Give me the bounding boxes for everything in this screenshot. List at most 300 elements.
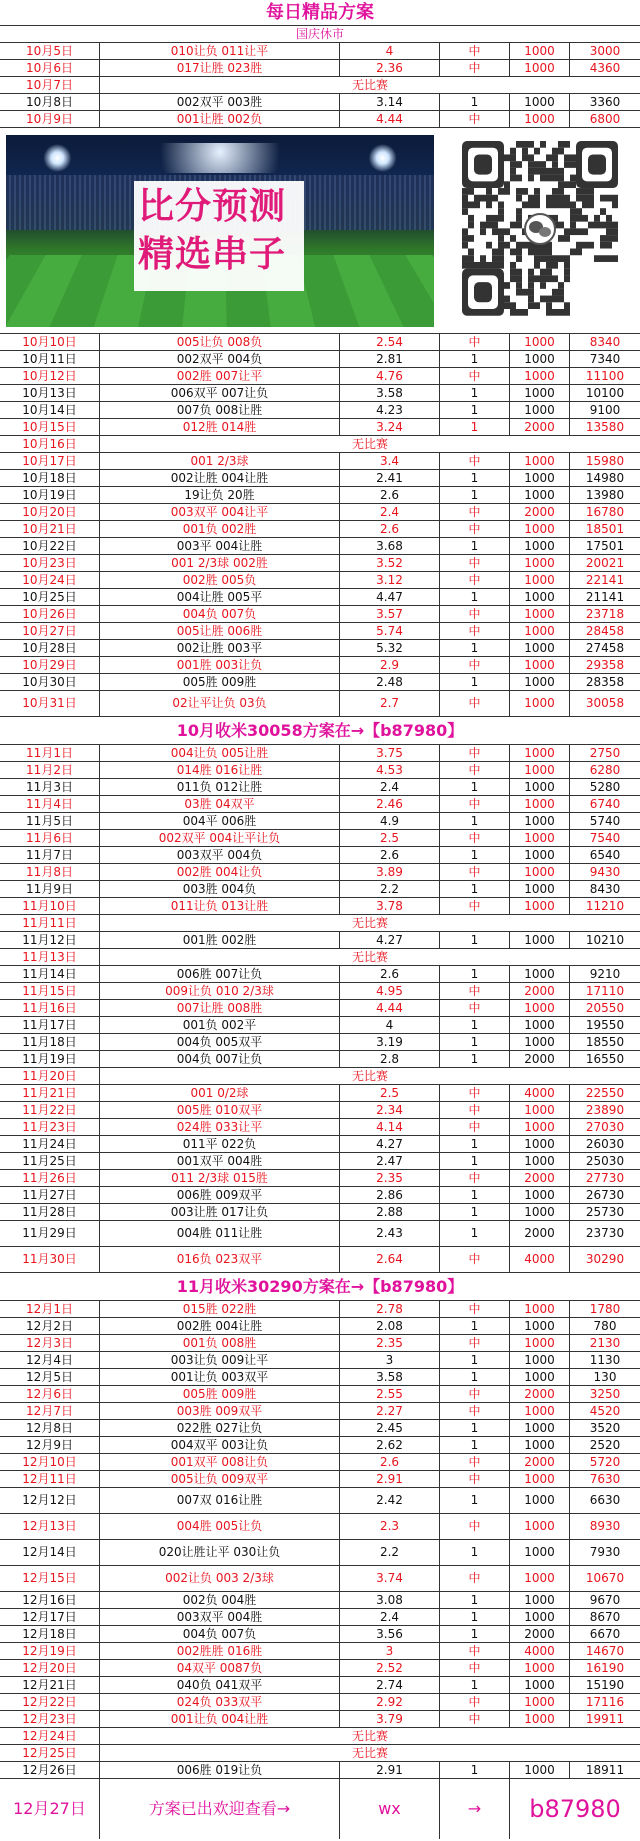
row-stake: 1000	[510, 351, 570, 367]
row-result: 1	[440, 1187, 510, 1203]
row-odds: 4.76	[340, 368, 440, 384]
table-row	[0, 1221, 640, 1247]
row-result: 中	[440, 1119, 510, 1135]
row-odds: 4.95	[340, 983, 440, 999]
row-date: 12月26日	[0, 1762, 100, 1778]
row-odds: 4.44	[340, 1000, 440, 1016]
table-row	[0, 470, 640, 487]
row-date: 11月17日	[0, 1017, 100, 1033]
row-total: 6670	[589, 1627, 621, 1641]
row-odds: 4	[340, 43, 440, 59]
row-pick: 006胜 019让负	[100, 1762, 340, 1778]
row-total: 13580	[585, 420, 625, 434]
row-odds: 4.27	[340, 1136, 440, 1152]
row-odds: 2.4	[340, 1609, 440, 1625]
row-result: 中	[440, 691, 510, 716]
row-result: 中	[440, 1386, 510, 1402]
table-row	[0, 1204, 640, 1221]
row-result: 中	[440, 368, 510, 384]
row-result: 中	[440, 521, 510, 537]
row-odds: 2.86	[340, 1187, 440, 1203]
table-row	[0, 334, 640, 351]
table-row	[0, 847, 640, 864]
footer-wx: wx	[340, 1779, 440, 1839]
row-date: 11月9日	[0, 881, 100, 897]
row-stake: 1000	[510, 1352, 570, 1368]
row-stake: 4000	[510, 1085, 570, 1101]
row-no-game: 无比赛	[351, 916, 388, 930]
row-total: 29358	[585, 658, 625, 672]
row-odds: 2.45	[340, 1420, 440, 1436]
row-stake: 1000	[510, 762, 570, 778]
table-row	[0, 1187, 640, 1204]
row-date: 12月17日	[0, 1609, 100, 1625]
row-odds: 4.44	[340, 111, 440, 127]
row-date: 11月21日	[0, 1085, 100, 1101]
row-stake: 2000	[510, 1170, 570, 1186]
table-row	[0, 1762, 640, 1779]
table-row	[0, 1488, 640, 1514]
row-result: 中	[440, 1000, 510, 1016]
row-result: 1	[440, 932, 510, 948]
row-date: 10月17日	[0, 453, 100, 469]
row-total: 25730	[585, 1205, 625, 1219]
row-odds: 4.9	[340, 813, 440, 829]
qr-code-icon	[462, 141, 618, 321]
row-date: 10月29日	[0, 657, 100, 673]
row-total: 8930	[589, 1519, 621, 1533]
row-result: 中	[440, 606, 510, 622]
row-total: 22550	[585, 1086, 625, 1100]
table-row	[0, 1403, 640, 1420]
table-row	[0, 43, 640, 60]
table-row	[0, 1000, 640, 1017]
row-date: 11月27日	[0, 1187, 100, 1203]
row-odds: 2.91	[340, 1762, 440, 1778]
row-pick: 007让胜 008胜	[100, 1000, 340, 1016]
row-total: 6740	[589, 797, 621, 811]
row-pick: 001让负 003双平	[100, 1369, 340, 1385]
row-total: 2750	[589, 746, 621, 760]
row-date: 11月22日	[0, 1102, 100, 1118]
row-result: 中	[440, 111, 510, 127]
row-stake: 1000	[510, 966, 570, 982]
row-odds: 3.78	[340, 898, 440, 914]
row-date: 10月19日	[0, 487, 100, 503]
row-stake: 2000	[510, 1626, 570, 1642]
row-pick: 011让负 013让胜	[100, 898, 340, 914]
row-result: 1	[440, 1051, 510, 1067]
table-row	[0, 1386, 640, 1403]
row-date: 12月16日	[0, 1592, 100, 1608]
row-date: 10月16日	[0, 436, 100, 452]
row-date: 10月15日	[0, 419, 100, 435]
row-odds: 3.24	[340, 419, 440, 435]
row-date: 11月4日	[0, 796, 100, 812]
row-stake: 1000	[510, 674, 570, 690]
table-row	[0, 1514, 640, 1540]
row-result: 中	[440, 898, 510, 914]
row-date: 11月8日	[0, 864, 100, 880]
row-result: 1	[440, 351, 510, 367]
row-stake: 1000	[510, 1488, 570, 1513]
row-pick: 002双平 003胜	[100, 94, 340, 110]
table-row	[0, 1626, 640, 1643]
row-stake: 2000	[510, 1386, 570, 1402]
row-date: 10月7日	[0, 77, 100, 93]
table-row	[0, 419, 640, 436]
row-odds: 3.58	[340, 1369, 440, 1385]
row-odds: 2.47	[340, 1153, 440, 1169]
row-date: 12月14日	[0, 1540, 100, 1565]
row-odds: 3.58	[340, 385, 440, 401]
row-result: 中	[440, 453, 510, 469]
row-total: 21141	[585, 590, 625, 604]
row-pick: 001让胜 002负	[100, 111, 340, 127]
row-date: 10月13日	[0, 385, 100, 401]
row-date: 10月28日	[0, 640, 100, 656]
row-stake: 1000	[510, 623, 570, 639]
row-result: 中	[440, 43, 510, 59]
row-result: 中	[440, 1711, 510, 1727]
row-odds: 2.92	[340, 1694, 440, 1710]
row-stake: 1000	[510, 1119, 570, 1135]
table-row	[0, 1170, 640, 1187]
row-pick: 001胜 002胜	[100, 932, 340, 948]
row-odds: 3.89	[340, 864, 440, 880]
row-stake: 1000	[510, 606, 570, 622]
row-total: 23730	[585, 1226, 625, 1240]
row-stake: 1000	[510, 1318, 570, 1334]
row-date: 11月12日	[0, 932, 100, 948]
row-stake: 1000	[510, 1694, 570, 1710]
row-total: 18911	[585, 1763, 625, 1777]
table-row	[0, 1085, 640, 1102]
row-pick: 001让负 004让胜	[100, 1711, 340, 1727]
row-stake: 1000	[510, 932, 570, 948]
row-pick: 001 2/3球 002胜	[100, 555, 340, 571]
row-result: 1	[440, 1318, 510, 1334]
row-odds: 3.68	[340, 538, 440, 554]
row-date: 10月18日	[0, 470, 100, 486]
row-stake: 1000	[510, 1102, 570, 1118]
row-odds: 2.6	[340, 487, 440, 503]
row-date: 10月8日	[0, 94, 100, 110]
row-odds: 3.14	[340, 94, 440, 110]
row-pick: 007负 008让胜	[100, 402, 340, 418]
row-odds: 2.6	[340, 1454, 440, 1470]
sheet-title: 每日精品方案	[0, 0, 640, 26]
row-date: 11月18日	[0, 1034, 100, 1050]
row-stake: 1000	[510, 1204, 570, 1220]
row-total: 2520	[589, 1438, 621, 1452]
row-stake: 1000	[510, 453, 570, 469]
row-result: 中	[440, 1566, 510, 1591]
footer-id: b87980	[529, 1795, 621, 1823]
row-odds: 3	[340, 1352, 440, 1368]
table-row	[0, 1437, 640, 1454]
row-result: 1	[440, 1221, 510, 1246]
table-row	[0, 1068, 640, 1085]
row-stake: 1000	[510, 796, 570, 812]
section-december	[0, 1301, 640, 1779]
row-result: 1	[440, 487, 510, 503]
row-total: 10100	[585, 386, 625, 400]
table-row	[0, 864, 640, 881]
row-stake: 1000	[510, 640, 570, 656]
row-odds: 2.43	[340, 1221, 440, 1246]
table-row	[0, 1119, 640, 1136]
row-result: 中	[440, 1085, 510, 1101]
table-row	[0, 1017, 640, 1034]
row-result: 1	[440, 1762, 510, 1778]
row-stake: 1000	[510, 1540, 570, 1565]
row-date: 12月15日	[0, 1566, 100, 1591]
table-row	[0, 1051, 640, 1068]
row-odds: 5.74	[340, 623, 440, 639]
table-row	[0, 881, 640, 898]
row-pick: 002胜 004让胜	[100, 1318, 340, 1334]
row-date: 11月2日	[0, 762, 100, 778]
table-row	[0, 1728, 640, 1745]
row-result: 1	[440, 1592, 510, 1608]
row-pick: 004让胜 005平	[100, 589, 340, 605]
row-date: 10月6日	[0, 60, 100, 76]
row-date: 11月15日	[0, 983, 100, 999]
row-pick: 012胜 014胜	[100, 419, 340, 435]
table-row	[0, 1420, 640, 1437]
row-date: 11月19日	[0, 1051, 100, 1067]
row-total: 10210	[585, 933, 625, 947]
row-pick: 003胜 004负	[100, 881, 340, 897]
row-date: 10月25日	[0, 589, 100, 605]
row-no-game: 无比赛	[351, 1729, 388, 1743]
row-total: 20021	[585, 556, 625, 570]
row-result: 中	[440, 1471, 510, 1487]
row-date: 11月7日	[0, 847, 100, 863]
row-result: 1	[440, 94, 510, 110]
row-pick: 010让负 011让平	[100, 43, 340, 59]
table-row	[0, 1471, 640, 1488]
table-row	[0, 1335, 640, 1352]
row-odds: 3.79	[340, 1711, 440, 1727]
row-result: 1	[440, 538, 510, 554]
row-total: 7540	[589, 831, 621, 845]
row-stake: 1000	[510, 1403, 570, 1419]
row-pick: 009让负 010 2/3球	[100, 983, 340, 999]
row-stake: 4000	[510, 1643, 570, 1659]
table-row	[0, 1540, 640, 1566]
row-date: 11月5日	[0, 813, 100, 829]
row-total: 26030	[585, 1137, 625, 1151]
row-odds: 2.27	[340, 1403, 440, 1419]
row-pick: 024负 033双平	[100, 1694, 340, 1710]
row-result: 中	[440, 1335, 510, 1351]
table-row	[0, 779, 640, 796]
row-total: 5720	[589, 1455, 621, 1469]
row-total: 11210	[585, 899, 625, 913]
row-date: 10月20日	[0, 504, 100, 520]
row-pick: 002让负 003 2/3球	[100, 1566, 340, 1591]
row-odds: 4.47	[340, 589, 440, 605]
row-result: 1	[440, 779, 510, 795]
row-no-game: 无比赛	[351, 1746, 388, 1760]
row-pick: 002胜 007让平	[100, 368, 340, 384]
row-odds: 3.52	[340, 555, 440, 571]
row-result: 中	[440, 983, 510, 999]
row-total: 6630	[589, 1493, 621, 1507]
row-stake: 1000	[510, 1301, 570, 1317]
row-total: 17501	[585, 539, 625, 553]
row-odds: 2.34	[340, 1102, 440, 1118]
row-result: 中	[440, 745, 510, 761]
table-row	[0, 538, 640, 555]
row-stake: 1000	[510, 589, 570, 605]
footer-row	[0, 1779, 640, 1839]
row-result: 中	[440, 796, 510, 812]
row-total: 26730	[585, 1188, 625, 1202]
row-pick: 005让负 009双平	[100, 1471, 340, 1487]
row-stake: 1000	[510, 368, 570, 384]
row-odds: 2.2	[340, 1540, 440, 1565]
table-row	[0, 1318, 640, 1335]
row-total: 8670	[589, 1610, 621, 1624]
row-total: 7630	[589, 1472, 621, 1486]
row-date: 11月29日	[0, 1221, 100, 1246]
row-pick: 005胜 010双平	[100, 1102, 340, 1118]
row-result: 中	[440, 1660, 510, 1676]
row-date: 11月3日	[0, 779, 100, 795]
row-stake: 1000	[510, 657, 570, 673]
promo-text-line1: 比分预测	[138, 186, 287, 227]
row-total: 3000	[589, 44, 621, 58]
table-row	[0, 572, 640, 589]
row-date: 11月1日	[0, 745, 100, 761]
row-pick: 006双平 007让负	[100, 385, 340, 401]
row-total: 6280	[589, 763, 621, 777]
row-date: 10月23日	[0, 555, 100, 571]
row-date: 10月5日	[0, 43, 100, 59]
table-row	[0, 1247, 640, 1273]
row-date: 10月21日	[0, 521, 100, 537]
row-stake: 1000	[510, 1017, 570, 1033]
row-odds: 2.81	[340, 351, 440, 367]
row-date: 11月28日	[0, 1204, 100, 1220]
row-odds: 2.08	[340, 1318, 440, 1334]
row-odds: 2.62	[340, 1437, 440, 1453]
row-stake: 1000	[510, 470, 570, 486]
row-total: 14980	[585, 471, 625, 485]
row-total: 19550	[585, 1018, 625, 1032]
row-result: 中	[440, 762, 510, 778]
row-pick: 024胜 033让平	[100, 1119, 340, 1135]
row-total: 23718	[585, 607, 625, 621]
row-stake: 1000	[510, 487, 570, 503]
row-stake: 1000	[510, 1514, 570, 1539]
row-odds: 2.46	[340, 796, 440, 812]
row-odds: 2.8	[340, 1051, 440, 1067]
row-odds: 2.4	[340, 779, 440, 795]
row-date: 12月23日	[0, 1711, 100, 1727]
row-total: 7930	[589, 1545, 621, 1559]
row-odds: 4.53	[340, 762, 440, 778]
row-result: 1	[440, 1352, 510, 1368]
row-no-game: 无比赛	[351, 437, 388, 451]
row-result: 1	[440, 1017, 510, 1033]
row-result: 1	[440, 847, 510, 863]
stadium-promo-image	[6, 135, 434, 327]
table-row	[0, 796, 640, 813]
row-stake: 2000	[510, 504, 570, 520]
table-row	[0, 1034, 640, 1051]
row-stake: 1000	[510, 881, 570, 897]
table-row	[0, 589, 640, 606]
row-pick: 003让胜 017让负	[100, 1204, 340, 1220]
row-result: 中	[440, 1170, 510, 1186]
row-result: 中	[440, 623, 510, 639]
row-pick: 002胜 004让负	[100, 864, 340, 880]
row-total: 5740	[589, 814, 621, 828]
row-total: 19911	[585, 1712, 625, 1726]
row-pick: 006胜 007让负	[100, 966, 340, 982]
row-stake: 1000	[510, 745, 570, 761]
row-odds: 3.56	[340, 1626, 440, 1642]
row-stake: 1000	[510, 779, 570, 795]
row-result: 1	[440, 589, 510, 605]
row-date: 12月3日	[0, 1335, 100, 1351]
row-total: 3360	[589, 95, 621, 109]
table-row	[0, 674, 640, 691]
table-row	[0, 1566, 640, 1592]
row-result: 中	[440, 504, 510, 520]
row-pick: 003双平 004负	[100, 847, 340, 863]
row-pick: 003平 004让胜	[100, 538, 340, 554]
row-total: 6800	[589, 112, 621, 126]
row-pick: 004负 007让负	[100, 1051, 340, 1067]
row-pick: 003双平 004让平	[100, 504, 340, 520]
row-stake: 1000	[510, 1187, 570, 1203]
row-pick: 002负 004胜	[100, 1592, 340, 1608]
row-result: 中	[440, 657, 510, 673]
row-odds: 2.36	[340, 60, 440, 76]
row-stake: 1000	[510, 1609, 570, 1625]
row-total: 30290	[585, 1252, 625, 1266]
row-date: 10月31日	[0, 691, 100, 716]
row-result: 1	[440, 1488, 510, 1513]
row-odds: 2.42	[340, 1488, 440, 1513]
row-stake: 1000	[510, 1660, 570, 1676]
row-stake: 1000	[510, 1471, 570, 1487]
row-date: 12月25日	[0, 1745, 100, 1761]
row-result: 1	[440, 1626, 510, 1642]
table-row	[0, 1660, 640, 1677]
row-result: 1	[440, 1609, 510, 1625]
row-odds: 2.91	[340, 1471, 440, 1487]
table-row	[0, 521, 640, 538]
row-odds: 2.48	[340, 674, 440, 690]
row-stake: 1000	[510, 555, 570, 571]
row-result: 1	[440, 966, 510, 982]
row-odds: 2.7	[340, 691, 440, 716]
table-row	[0, 915, 640, 932]
row-pick: 001负 008胜	[100, 1335, 340, 1351]
row-total: 130	[593, 1370, 617, 1384]
table-row	[0, 368, 640, 385]
table-row	[0, 402, 640, 419]
row-date: 11月11日	[0, 915, 100, 931]
row-pick: 003双平 004胜	[100, 1609, 340, 1625]
row-stake: 2000	[510, 1221, 570, 1246]
